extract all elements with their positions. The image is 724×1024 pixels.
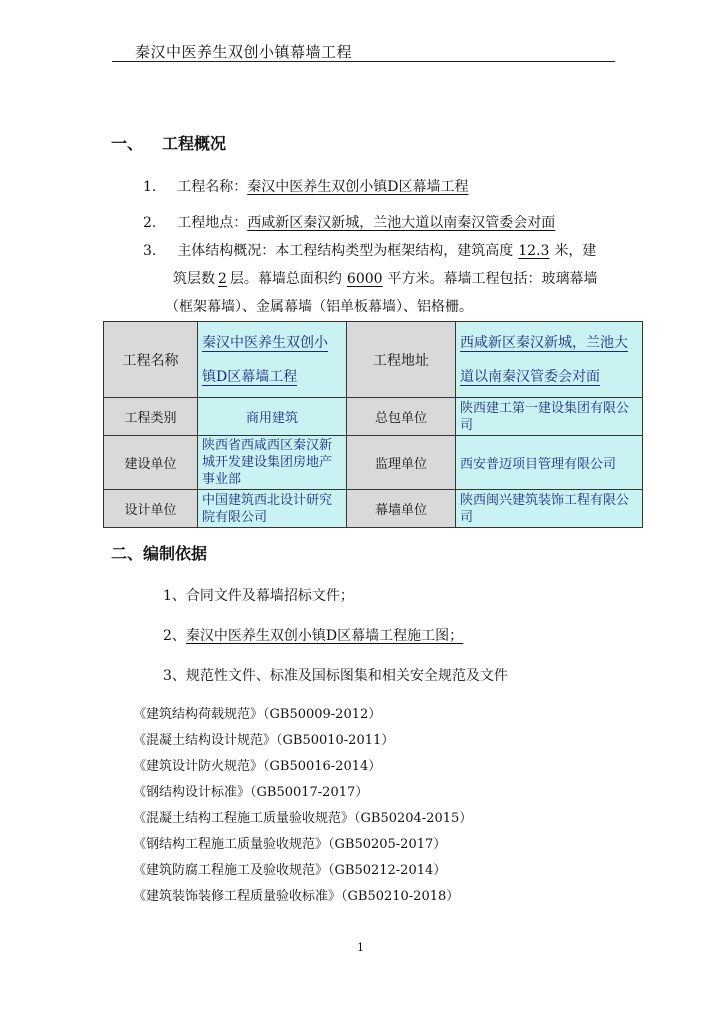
designer-label: 设计单位 bbox=[104, 490, 198, 528]
item3-line1 bbox=[143, 240, 596, 260]
standard-item: 《建筑防腐工程施工及验收规范》（GB50212-2014） bbox=[133, 863, 447, 878]
designer-value: 中国建筑西北设计研究院有限公司 bbox=[198, 490, 347, 528]
owner-label: 建设单位 bbox=[104, 436, 198, 490]
project-info-table bbox=[103, 321, 643, 528]
standard-item: 《混凝土结构工程施工质量验收规范》（GB50204-2015） bbox=[133, 811, 473, 826]
item1-label: 工程名称： bbox=[177, 179, 248, 195]
item3-line3: （框架幕墙）、金属幕墙（铝单板幕墙）、铝格栅。 bbox=[165, 299, 473, 315]
item3-line2 bbox=[173, 268, 598, 288]
general-contractor-label: 总包单位 bbox=[347, 398, 456, 436]
project-type-value: 商用建筑 bbox=[198, 398, 347, 436]
general-contractor-value: 陕西建工第一建设集团有限公司 bbox=[456, 398, 643, 436]
item2-value: 西咸新区秦汉新城，兰池大道以南秦汉管委会对面 bbox=[247, 215, 556, 231]
table-row bbox=[104, 436, 643, 490]
section1-title: 工程概况 bbox=[162, 134, 227, 153]
item2 bbox=[143, 212, 555, 232]
item1-num: 1. bbox=[143, 179, 157, 195]
header-title: 秦汉中医养生双创小镇幕墙工程 bbox=[135, 43, 353, 61]
building-height: 12.3 bbox=[518, 243, 550, 259]
basis-item-2-text: 秦汉中医养生双创小镇D区幕墙工程施工图； bbox=[185, 628, 464, 644]
project-name-part1: 秦汉中医养生双创小 bbox=[202, 334, 328, 351]
project-address-label: 工程地址 bbox=[347, 322, 456, 398]
project-name-part2: 镇D区幕墙工程 bbox=[202, 368, 298, 385]
standard-item: 《建筑结构荷载规范》（GB50009-2012） bbox=[133, 707, 382, 722]
item2-num: 2. bbox=[143, 215, 157, 231]
basis-item-2-num: 2、 bbox=[163, 628, 186, 644]
owner-value: 陕西省西咸西区秦汉新城开发建设集团房地产事业部 bbox=[198, 436, 347, 490]
standard-item: 《建筑装饰装修工程质量验收标准》（GB50210-2018） bbox=[133, 889, 460, 904]
item3-num: 3. bbox=[143, 243, 157, 259]
curtain-area: 6000 bbox=[346, 271, 383, 287]
header-rule bbox=[112, 61, 615, 62]
standard-item: 《钢结构设计标准》（GB50017-2017） bbox=[133, 785, 369, 800]
basis-item-1 bbox=[163, 585, 354, 605]
basis-item-1-num: 1、 bbox=[163, 588, 186, 604]
standard-item: 《建筑设计防火规范》（GB50016-2014） bbox=[133, 759, 382, 774]
project-name-value bbox=[198, 322, 347, 398]
table-row bbox=[104, 322, 643, 398]
item3-text-d: 层。幕墙总面积约 bbox=[229, 271, 342, 287]
item3-text-b: 米，建 bbox=[554, 243, 597, 259]
curtain-contractor-value: 陕西闽兴建筑装饰工程有限公司 bbox=[456, 490, 643, 528]
basis-item-2 bbox=[163, 625, 463, 645]
supervisor-label: 监理单位 bbox=[347, 436, 456, 490]
item3-text-a: 主体结构概况：本工程结构类型为框架结构，建筑高度 bbox=[177, 243, 514, 259]
basis-item-3-num: 3、 bbox=[163, 668, 186, 684]
project-type-label: 工程类别 bbox=[104, 398, 198, 436]
standard-item: 《混凝土结构设计规范》（GB50010-2011） bbox=[133, 733, 395, 748]
item3-text-c: 筑层数 bbox=[173, 271, 215, 287]
item2-label: 工程地点： bbox=[177, 215, 248, 231]
project-name-label: 工程名称 bbox=[104, 322, 198, 398]
item3-text-e: 平方米。幕墙工程包括：玻璃幕墙 bbox=[387, 271, 598, 287]
project-address-part2: 道以南秦汉管委会对面 bbox=[460, 368, 600, 385]
section2-heading: 二、编制依据 bbox=[111, 544, 208, 563]
standard-item: 《钢结构工程施工质量验收规范》（GB50205-2017） bbox=[133, 837, 447, 852]
floor-count: 2 bbox=[218, 271, 227, 287]
item1-value: 秦汉中医养生双创小镇D区幕墙工程 bbox=[247, 179, 469, 195]
table-row bbox=[104, 398, 643, 436]
project-address-part1: 西咸新区秦汉新城，兰池大 bbox=[460, 334, 628, 351]
table-row bbox=[104, 490, 643, 528]
basis-item-3 bbox=[163, 665, 508, 685]
project-address-value bbox=[456, 322, 643, 398]
basis-item-3-text: 规范性文件、标准及国标图集和相关安全规范及文件 bbox=[185, 668, 508, 684]
basis-item-1-text: 合同文件及幕墙招标文件； bbox=[185, 588, 354, 604]
page-number: 1 bbox=[357, 941, 364, 954]
supervisor-value: 西安普迈项目管理有限公司 bbox=[456, 436, 643, 490]
item1 bbox=[143, 176, 469, 196]
section1-number: 一、 bbox=[111, 134, 144, 153]
curtain-contractor-label: 幕墙单位 bbox=[347, 490, 456, 528]
